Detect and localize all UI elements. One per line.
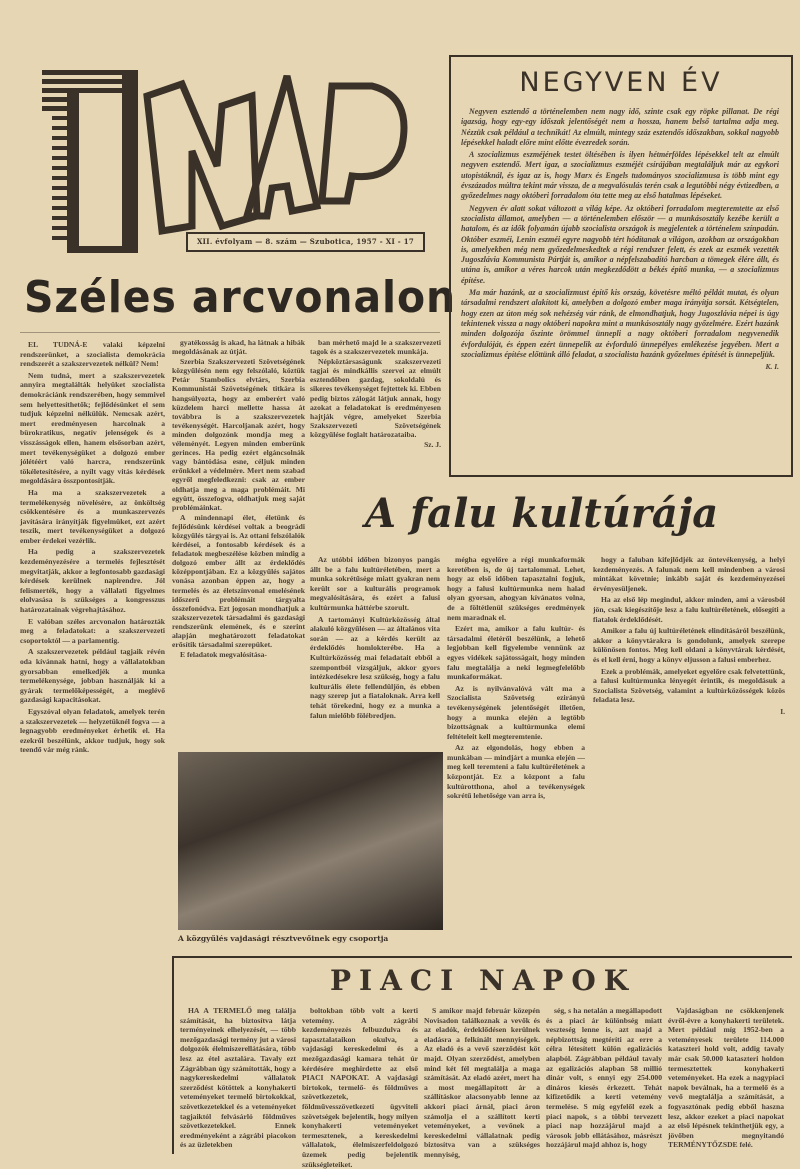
paragraph: Ha az első lép megindul, akkor minden, ami a városból jön, csak kiegészítője lesz a falu kultúréletének, elősegíti a fiatalok érdeklődését.	[593, 595, 785, 624]
article-negyven-body	[461, 107, 779, 467]
paragraph: hogy a faluban kifejlődjék az öntevékenység, a helyi kezdeményezés. A falunak nem kell mindenben a városi mintákat követnie; inkább saját és kezdeményezései érvényesüljenek.	[593, 555, 785, 593]
signature: Sz. J.	[424, 440, 441, 450]
paragraph: Szerbia Szakszervezeti Szövetségének közgyűlésén nem egy felszólaló, köztük Petár Stambolics elvtárs, Szerbia Kommunistái Szövetségének titkára is hangsúlyozta, hogy az emberért való küzdelem harci mellette hassa át továbbra is a szakszervezetek tevékenységét. Harcoljanak azért, hogy minden dolgozónk mondja meg a véleményét. Legyen minden emberünk gerinces. Ha pedig ezért elgáncsolnák vagy bántódása esne, céljuk minden erőnkkel a védelmére. Mert nem szabad egyről megfeledkezni: csak az ember oldhatja meg a maga problémáit. Mi együtt, összefogva, oldhatjuk meg saját problémáinkat.	[172, 357, 305, 512]
article-falu-col2	[447, 555, 585, 945]
signature: K. I.	[765, 362, 779, 372]
article-piaci-col2	[302, 1006, 418, 1169]
paragraph: A mindennapi élet, életünk és fejlődésünk kérdései voltak a beográdi közgyűlés tárgyai is. Az ottani felszólalók kérdései, a fontosabb kérdések és a feladatok megbeszélése közben mindig a dolgozó ember állt az érdeklődés középpontjában. Ez a közgyűlés sajátos vonása azonban éppen az, hogy a termelés és az életszínvonal emelésének időszerű problémáit tárgyalta összefonódva. Ezt jogosan mondhatjuk a szakszervezetek társadalmi és gazdasági rendszerünk elemének, és e szerint alapján meghatározott feladatokat erősítik társadalmi szerepüket.	[172, 512, 305, 650]
paragraph: Az is nyilvánvalóvá vált ma a Szocialista Szövetség ezirányú tevékenységének jelentőségét illetően, hogy a munka elején a legtöbb bizottságnak a kultúrmunka elemi feltételeit kell megteremtenie.	[447, 683, 585, 741]
article-piaci-col1	[180, 1006, 296, 1151]
paragraph: Az az elgondolás, hogy ebben a munkában — mindjárt a munka elején — meg kell teremteni a falu kultúréletének a központját. Ez a központ a falu kultúrotthona, ahol a tevékenységek sokrétű lehetősége van arra is,	[447, 743, 585, 801]
article-title: PIACI NAPOK	[329, 964, 637, 997]
article-szeles-col2	[172, 338, 305, 750]
article-piaci-col4	[546, 1006, 662, 1151]
paragraph: Ha ma a szakszervezetek a termelékenység növelésére, az önköltség csökkentésére és a munkaszervezés javítására irányítják figyelmüket, ezt azért teszik, mert tevékenységüket a dolgozó ember érdekei vezérlik.	[20, 487, 165, 545]
paragraph: Egyszóval olyan feladatok, amelyek terén a szakszervezetek — helyzetüknél fogva — a legnagyobb eredményeket érhetik el. Ha ezekről beszélünk, akkor tudjuk, hogy sok teendő vár még ránk.	[20, 706, 165, 755]
paragraph: Vajdaságban ne csökkenjenek évről-évre a konyhakerti területek. Mert például míg 1952-ben a veteményesek területe 114.000 kataszteri hold volt, addig tavaly már csak 50.000 kataszteri holdon termesztettek konyhakerti veteményeket. Ha ezek a nagypiaci napok beválnak, ha a termelő és a vevő megtalálja a számítását, a fogyasztónak pedig ebből haszna lesz, akkor ezeket a piaci napokat az első lépésnek tekinthetjük egy, a jövőben megnyitandó TERMÉNYTŐZSDE felé.	[668, 1006, 784, 1150]
issue-info: XII. évfolyam — 8. szám — Szubotica, 1957 - XI - 17	[186, 232, 425, 252]
paragraph: Negyven év alatt sokat változott a világ képe. Az októberi forradalom megteremtette az első szocialista államot, amelyben — a történelemben először — a munkásosztály kezébe került a hatalom, és az idők folyamán újabb szocialista országok is megjelentek a történelem színpadán. Október eszméi, Lenin eszméi egyre nagyobb tért hódítanak a világon, azokban az országokban is, amelyekben még nem győzedelmeskedtek a régi rendszer felett, és ezek az eszmék vezették Jugoszlávia Kommunista Pártját is, amikor a népfelszabadító harcban a tömegek élére állt, és utána is, amikor a véres harcok után megkezdődött a békés építő munka, — a szocializmus építése.	[461, 203, 779, 285]
headline-a-falu-kulturaja: A falu kultúrája	[365, 490, 719, 537]
paragraph: Nem tudná, mert a szakszervezetek annyira megtalálták helyüket szocialista demokráciánk rendszerében, hogy semmivel sem helyettesíthetők; fejlődésünket el sem tudjuk képzelni nélkülük. Nemcsak azért, mert eredményesen harcolnak a bürokratikus, negatív jelenségek és a visszásságok ellen, hanem elsősorban azért, mert tevékenységüket a dolgozó ember jólétéért való harcra, rendszerünk tökéletesítésére, a nyílt vagy vitás kérdések megoldására összpontosítják.	[20, 370, 165, 486]
photo-caption: A közgyűlés vajdasági résztvevőinek egy csoportja	[178, 934, 389, 943]
paragraph: A tartományi Kultúrközösség által alakuló közgyűlésen — az általános vita során — az a kérdés került az érdeklődés homlokterébe. Ha a Kultúrközösség mai feladatait ebből a szempontból vizsgáljuk, akkor gyors intézkedésekre lesz szükség, hogy a falu kulturális élete fellendüljön, és ebben nagy szerep jut a fiataloknak. Arra kell tehát törekedni, hogy ez a munka a falun mielőbb fölébredjen.	[310, 614, 440, 720]
paragraph: ség, s ha netalán a megállapodott és a piaci ár különbség miatt veszteség lenne is, azt majd a népbizottság megtéríti az erre a célra létesített külön egalizációs alapból. Zágrábban például tavaly az egalizációs alapban 58 millió dinár volt, s ennyi egy 254.000 dináros kiesés érkezett. Tehát kifizetődik a kerti vetemény termelése. S míg egyfelől ezek a piaci napok, s a többi tervezett piaci nap hozzájárul majd a városok jobb ellátásához, másrészt hozzájárul majd ahhoz is, hogy	[546, 1006, 662, 1150]
article-szeles-col1	[20, 340, 165, 1150]
paragraph: A szocializmus eszméjének testet öltésében is ilyen hétmérföldes lépésekkel telt az elmúlt negyven esztendő. Mert igaz, a szocializmus eszméjét csírájában megtaláljuk már az egykori utopistáknál, és igaz az is, hogy Marx és Engels tudományos szocializmusa is több mint egy évszázados múltra tekint már vissza, de a megvalósulás terén csak a legutóbbi négy évtizedben, a győzedelmes nagy októberi forradalom óta tette meg az első hatalmas lépéseket.	[461, 150, 779, 201]
paragraph: ban mérhető majd le a szakszervezeti tagok és a szakszervezetek munkája.	[310, 338, 441, 357]
paragraph: Ha pedig a szakszervezetek kezdeményezésére a termelés fejlesztését megvitatják, akkor a legfontosabb gazdasági kérdések kerülnek napirendre. Jól felismerték, hogy a vállalati figyelmes elolvasása is szükséges a kongresszus határozatainak végrehajtásához.	[20, 547, 165, 615]
article-negyven-ev	[449, 55, 793, 477]
article-szeles-col3	[310, 338, 441, 488]
article-falu-col1	[310, 555, 440, 745]
paragraph: Az utóbbi időben bizonyos pangás állt be a falu kultúréletében, mert a munka sokrétűsége miatt gyakran nem került sor a kulturális programok megvalósítására, és ezért a falusi kultúrmunka háttérbe szorult.	[310, 555, 440, 612]
newspaper-logo	[42, 66, 427, 256]
paragraph: E valóban széles arcvonalon határozták meg a feladatokat: a szakszervezeti csoportoktól — a parlamentig.	[20, 616, 165, 645]
divider	[20, 332, 440, 333]
paragraph: A szakszervezetek például tagjaik révén oda kívánnak hatni, hogy a vállalatokban gyorsabban emelkedjék a munka termelékenysége, jobban használják ki a gyárak termelőképességét, a meglévő gazdasági kapacitásokat.	[20, 647, 165, 705]
paragraph: Népköztársaságunk szakszervezeti tagjai és mindkállis szervei az elmúlt esztendőben gazdag, sokoldalú és sikeres tevékenységet fejtettek ki. Ebben pedig biztos zálogát látjuk annak, hogy azokat a feladatokat is eredményesen hajtják végre, amelyeket Szerbia Szakszervezeti Szövetségének közgyűlése foglalt határozataiba.	[310, 357, 441, 439]
paragraph: HA A TERMELŐ meg találja számítását, ha biztosítva látja terményeinek elhelyezését, — több mezőgazdasági termény jut a városi dolgozók élelmiszerellátására, több lesz az étel asztalára. Tavaly ezt Zágrábban úgy számították, hogy a nagykereskedelmi vállalatok szerződést kötöttek a konyhakerti veteményeket termelő birtokokkal, szövetkezetekkel és a veteményeket tagjaiktól felvásárló földműves szövetkezetekkel. Ennek eredményeként a zágrábi piacokon és az üzletekben	[180, 1006, 296, 1150]
article-piaci-col3	[424, 1006, 540, 1159]
paragraph: Amikor a falu új kultúréletének elindításáról beszélünk, akkor a könyvtárakra is gondolunk, amelyek szerepe különösen fontos. Meg kell oldani a könyvtárak kérdését, és el kell érni, hogy a könyv eljusson a falusi emberhez.	[593, 626, 785, 664]
news-photo	[178, 752, 443, 930]
paragraph: Negyven esztendő a történelemben nem nagy idő, szinte csak egy röpke pillanat. De régi igazság, hogy egy-egy időszak jelentőségét nem a hossza, hanem belső tartalma adja meg. Nézzük csak például a technikát! Az elmúlt, mintegy száz esztendős időszakban, sokkal nagyobb lépésekkel haladt előre mint előtte évezredek során.	[461, 107, 779, 147]
paragraph: EL TUDNÁ-E valaki képzelni rendszerünket, a szocialista demokrácia rendszerét a szakszervezetek nélkül? Nem!	[20, 340, 165, 369]
article-title: NEGYVEN ÉV	[519, 67, 723, 98]
signature: I.	[780, 706, 785, 716]
paragraph: boltokban több volt a kerti vetemény. A zágrábi kezdeményezés felbuzdulva és tapasztalataikon okulva, a vajdasági kereskedelmi és a mezőgazdasági kamara tehát úr kérdésére meghirdette az első PIACI NAPOKAT. A vajdasági birtokok, termelő- és földműves szövetkezetek, földművesszövetkezeti ügyviteli szövetségek bejelentik, hogy milyen konyhakerti veteményeket termesztenek, a kereskedelmi vállalatok, élelmiszerfeldolgozó üzemek pedig bejelentik szükségleteiket.	[302, 1006, 418, 1169]
paragraph: E feladatok megvalósítása-	[180, 650, 267, 660]
paragraph: Ma már hazánk, az a szocializmust építő kis ország, követésre méltó példát mutat, és olyan társadalmi rendszert alakított ki, amelyben a dolgozó ember maga irányítja sorsát. Kétségtelen, hogy ezen az úton még sok nehézség vár ránk, de elmondhatjuk, hogy Jugoszlávia népei is úgy tekintenek vissza a nagy októberi napokra mint a munkásosztály nagy győzelmére. Ezért hazánk minden dolgozója őszinte örömmel ünnepli a nagy októberi forradalom negyvenedik évfordulóját, és éppen ezért ünnepelik az évforduló ünnepélyes emlékezése jegyében. Mert a szocializmus építése előttünk álló feladat, a szocialista hazánk győzelmes építését is ünnepeljük.	[461, 288, 779, 359]
paragraph: gyatékosság is akad, ha látnak a hibák megoldásának az útját.	[172, 338, 305, 357]
article-piaci-col5	[668, 1006, 784, 1151]
paragraph: Ezek a problémák, amelyeket egyelőre csak felvetettünk, a falusi kultúrmunka lényegét érintik, és megoldásuk a Szocialista Szövetség, valamint a kultúrközösségek közös feladata lesz.	[593, 666, 785, 705]
article-falu-col3	[593, 555, 785, 945]
article-piaci-napok	[172, 956, 792, 1169]
headline-szeles-arcvonalon: Széles arcvonalon	[24, 272, 457, 323]
paragraph: mégha egyelőre a régi munkaformák keretében is, de új tartalommal. Lehet, hogy az első időben tapasztalni fogjuk, hogy a falusi kultúrmunka nem halad olyan gyorsan, ahogyan kívánatos volna, de a föltétlenül szükséges eredmények nem maradnak el.	[447, 555, 585, 622]
paragraph: Ezért ma, amikor a falu kultúr- és társadalmi életéről beszélünk, a lehető legjobban kell figyelembe vennünk az egyes vidékek sajátosságait, hogy minden falu megtalálja a neki legmegfelelőbb munkaformákat.	[447, 624, 585, 682]
paragraph: S amikor majd február közepén Novisadon találkoznak a vevők és az eladók, érdeklődésen kerülnek eladásra a felkínált mennyiségek. Az eladó és a vevő szerződést köt majd. Olyan szerződést, amelyben mind két fél megtalálja a maga számítását. Az eladó azért, mert ha a most megállapított ár a szállításkor alacsonyabb lenne az akkori piaci árnál, piaci áron számolja el a szállított kerti veteményeket, a vevőnek a kereskedelmi vállalatnak pedig biztosítva van a szükséges mennyiség,	[424, 1006, 540, 1159]
